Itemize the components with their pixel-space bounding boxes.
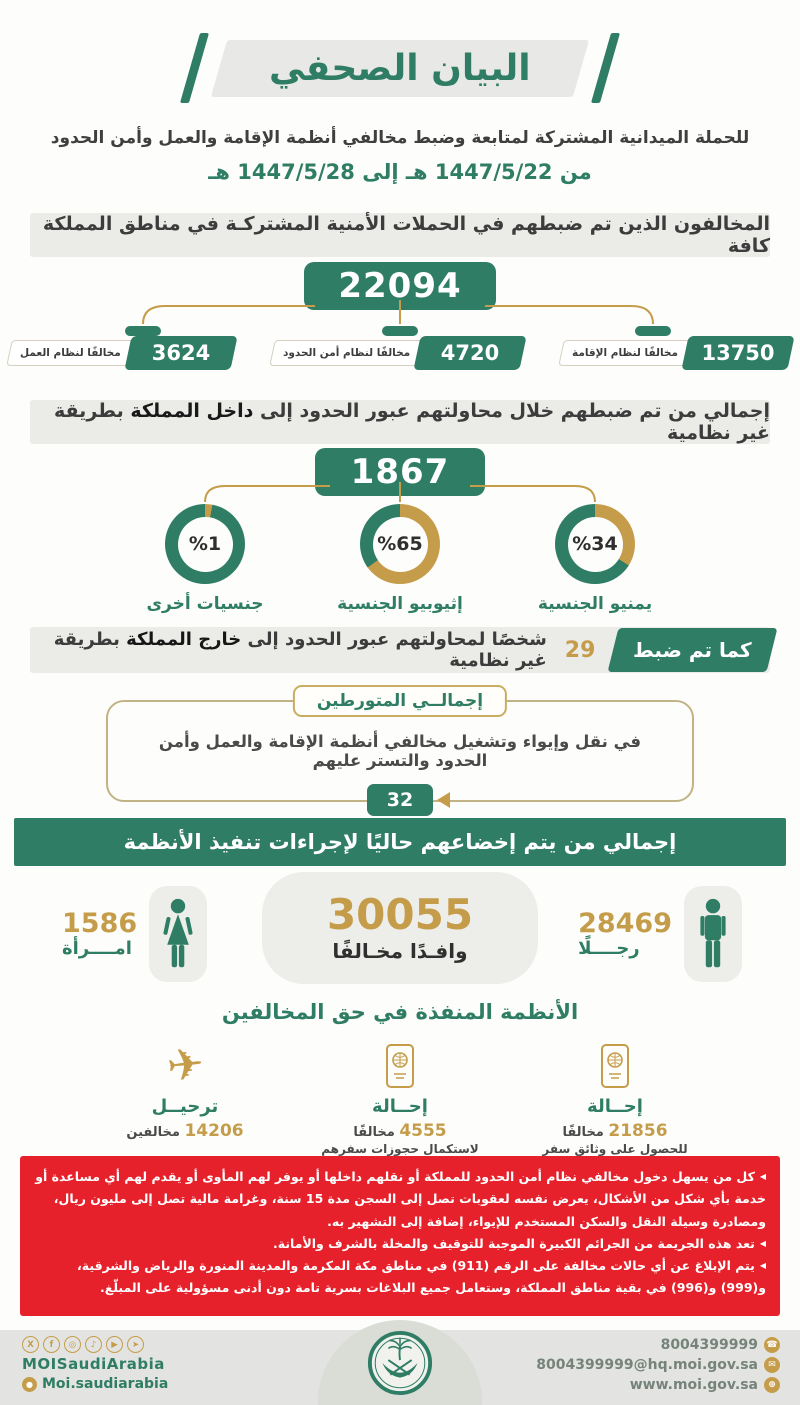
executed-referral-bookings — [305, 1040, 495, 1156]
heading-suffix: بطريقة غير نظامية — [53, 400, 770, 444]
stat-label-text: مخالفًا لنظام العمل — [20, 347, 121, 359]
executed-item-value — [353, 1121, 446, 1141]
section-heading-caught — [30, 213, 770, 257]
women-count: 1586 — [62, 907, 138, 939]
women-label: امــــرأة — [62, 938, 132, 960]
email-line[interactable] — [536, 1357, 780, 1373]
social-handle[interactable]: MOISaudiArabia — [22, 1355, 165, 1373]
x-icon[interactable]: X — [22, 1336, 39, 1353]
stat-value — [413, 336, 526, 370]
youtube-icon[interactable]: ▶ — [106, 1336, 123, 1353]
woman-icon — [149, 886, 207, 982]
stat-card-labor — [9, 336, 234, 370]
stat-label — [558, 340, 691, 366]
nationality-donuts — [120, 504, 680, 614]
donut-percentage: %1 — [178, 517, 233, 572]
executed-item-number: 14206 — [184, 1121, 244, 1141]
social-icons — [0, 1336, 222, 1353]
outside-text-bold: خارج المملكة — [126, 629, 242, 650]
executed-referral-documents — [520, 1040, 710, 1156]
outside-text-suffix: بطريقة غير نظامية — [53, 629, 547, 671]
tiktok-icon[interactable]: ♪ — [85, 1336, 102, 1353]
instagram-icon[interactable]: ◎ — [64, 1336, 81, 1353]
moi-app-icon: ● — [22, 1377, 37, 1392]
donut-percentage: %65 — [373, 517, 428, 572]
donut-label: يمنيو الجنسية — [537, 594, 653, 614]
executed-item-name: إحــالة — [587, 1096, 643, 1117]
heading-bold: داخل المملكة — [130, 400, 254, 422]
section-heading-inside-text — [30, 400, 770, 444]
page-title-plate — [211, 40, 589, 97]
total-violators-blob — [262, 872, 538, 984]
executed-item-name: إحــالة — [372, 1096, 428, 1117]
executed-item-note: للحصول على وثائق سفر — [542, 1142, 688, 1156]
stat-value — [124, 336, 237, 370]
also-caught-badge-text: كما تم ضبط — [633, 638, 752, 662]
executed-item-unit: مخالفًا — [562, 1125, 604, 1140]
executed-item-number: 21856 — [608, 1121, 668, 1141]
globe-icon: ⊕ — [764, 1377, 780, 1393]
warning-text: تعد هذه الجريمة من الجرائم الكبيرة الموجبة للتوقيف والمخلة بالشرف والأمانة. — [273, 1235, 755, 1251]
app-handle-row[interactable] — [22, 1376, 168, 1392]
warning-text: كل من يسهل دخول مخالفي نظام أمن الحدود للمملكة أو نقلهم داخلها أو يوفر لهم المأوى أو يقدم لهم أي مساعدة أو خدمة بأي شكل من الأشكال، يعرض نفسه لعقوبات تصل إلى السجن مدة 15 سنة، وغرامة مالية تصل إلى مليون ريال، ومصادرة وسيلة النقل والسكن المستخدم للإيواء، إضافة إلى التشهير به. — [35, 1169, 766, 1229]
phone-icon: ☎ — [764, 1337, 780, 1353]
warning-box — [20, 1156, 780, 1316]
stat-value — [681, 336, 794, 370]
slash-decoration — [180, 33, 209, 103]
involved-body: في نقل وإيواء وتشغيل مخالفي أنظمة الإقامة والعمل وأمن الحدود والتستر عليهم — [158, 732, 642, 770]
stat-label — [269, 340, 424, 366]
caught-breakdown — [0, 336, 800, 370]
warning-bullet — [34, 1233, 766, 1255]
stat-label-text: مخالفًا لنظام الإقامة — [571, 347, 678, 359]
bullet-icon: ◀ — [759, 1238, 766, 1248]
total-violators-label: وافـدًا مخـالفًا — [332, 939, 468, 964]
phone-number: 8004399999 — [660, 1337, 758, 1353]
executed-title: الأنظمة المنفذة في حق المخالفين — [221, 1000, 579, 1024]
stat-value-text: 13750 — [701, 341, 775, 365]
facebook-icon[interactable]: f — [43, 1336, 60, 1353]
outside-text — [50, 629, 547, 671]
arrow-icon — [437, 792, 450, 808]
executed-items — [90, 1040, 710, 1156]
donut-chart — [555, 504, 635, 584]
warning-text: يتم الإبلاغ عن أي حالات مخالفة على الرقم (911) في مناطق مكة المكرمة والمدينة المنورة والرياض والشرقية، و(999) و(996) في بقية مناطق المملكة، وستعامل جميع البلاغات بسرية تامة دون أدنى مسؤولية على المبلّغ. — [77, 1258, 766, 1296]
slash-decoration — [591, 33, 620, 103]
donut-other-nationalities — [120, 504, 290, 614]
email-address: 8004399999@hq.moi.gov.sa — [536, 1357, 758, 1373]
campaign-dates: من 1447/5/22 هـ إلى 1447/5/28 هـ — [208, 160, 592, 184]
stat-card-residency — [561, 336, 791, 370]
connector-lines — [90, 300, 710, 340]
website-url: www.moi.gov.sa — [629, 1377, 758, 1393]
moi-emblem-icon — [366, 1329, 434, 1397]
bullet-icon: ◀ — [759, 1261, 766, 1270]
bullet-icon: ◀ — [759, 1172, 766, 1181]
donut-chart — [165, 504, 245, 584]
plane-icon: ✈ — [163, 1038, 206, 1093]
also-caught-badge — [608, 628, 778, 672]
donut-percentage: %34 — [568, 517, 623, 572]
donut-yemeni — [510, 504, 680, 614]
executed-item-name: ترحيــل — [151, 1096, 219, 1117]
executed-item-value — [126, 1121, 243, 1141]
involved-count-badge — [367, 784, 433, 816]
warning-bullet — [34, 1166, 766, 1233]
man-icon — [684, 886, 742, 982]
contact-block — [536, 1337, 780, 1393]
phone-line[interactable] — [661, 1337, 780, 1353]
section-outside — [30, 627, 770, 673]
women-stat — [62, 886, 207, 982]
outside-text-prefix: شخصًا لمحاولتهم عبور الحدود إلى — [241, 629, 547, 650]
procedures-banner-text: إجمالي من يتم إخضاعهم حاليًا لإجراءات تنفيذ الأنظمة — [123, 830, 677, 854]
website-line[interactable] — [630, 1377, 780, 1393]
passport-icon — [595, 1040, 635, 1092]
app-handle: Moi.saudiarabia — [42, 1376, 169, 1392]
involved-count: 32 — [386, 789, 414, 811]
procedures-banner — [14, 818, 786, 866]
involved-box — [106, 691, 694, 811]
passport-icon — [380, 1040, 420, 1092]
executed-item-value — [562, 1121, 667, 1141]
campaign-subtitle: للحملة الميدانية المشتركة لمتابعة وضبط مخالفي أنظمة الإقامة والعمل وأمن الحدود — [50, 128, 750, 148]
header — [0, 26, 800, 110]
men-stat — [578, 886, 742, 982]
executed-item-note: لاستكمال حجوزات سفرهم — [321, 1142, 479, 1156]
stat-value-text: 4720 — [440, 341, 500, 365]
warning-bullet — [34, 1255, 766, 1300]
donut-label: جنسيات أخرى — [146, 594, 264, 614]
involved-title: إجمالــي المتورطين — [293, 685, 507, 717]
email-icon: ✉ — [764, 1357, 780, 1373]
men-count: 28469 — [578, 907, 672, 939]
outside-count: 29 — [564, 637, 596, 663]
executed-deportation — [90, 1040, 280, 1156]
connector-lines — [90, 482, 710, 504]
donut-ethiopian — [315, 504, 485, 614]
stat-value-text: 3624 — [151, 341, 211, 365]
executed-item-number: 4555 — [399, 1121, 447, 1141]
total-inside-value: 1867 — [315, 448, 485, 496]
donut-chart — [360, 504, 440, 584]
stat-label — [6, 340, 134, 366]
men-label: رجــــلًا — [578, 938, 640, 960]
section-heading-caught-text: المخالفون الذين تم ضبطهم في الحملات الأمنية المشتركـة في مناطق المملكة كافة — [42, 213, 770, 257]
stat-label-text: مخالفًا لنظام أمن الحدود — [282, 347, 410, 359]
page-title: البيان الصحفي — [269, 47, 531, 89]
section-heading-inside — [30, 400, 770, 444]
executed-item-unit: مخالفين — [126, 1125, 180, 1140]
telegram-icon[interactable]: ➤ — [127, 1336, 144, 1353]
donut-label: إثيوبيو الجنسية — [337, 594, 463, 614]
heading-prefix: إجمالي من تم ضبطهم خلال محاولتهم عبور الحدود إلى — [253, 400, 770, 422]
executed-item-unit: مخالفًا — [353, 1125, 395, 1140]
total-violators-value: 30055 — [326, 889, 474, 939]
total-caught-value: 22094 — [304, 262, 495, 310]
stat-card-border — [272, 336, 523, 370]
